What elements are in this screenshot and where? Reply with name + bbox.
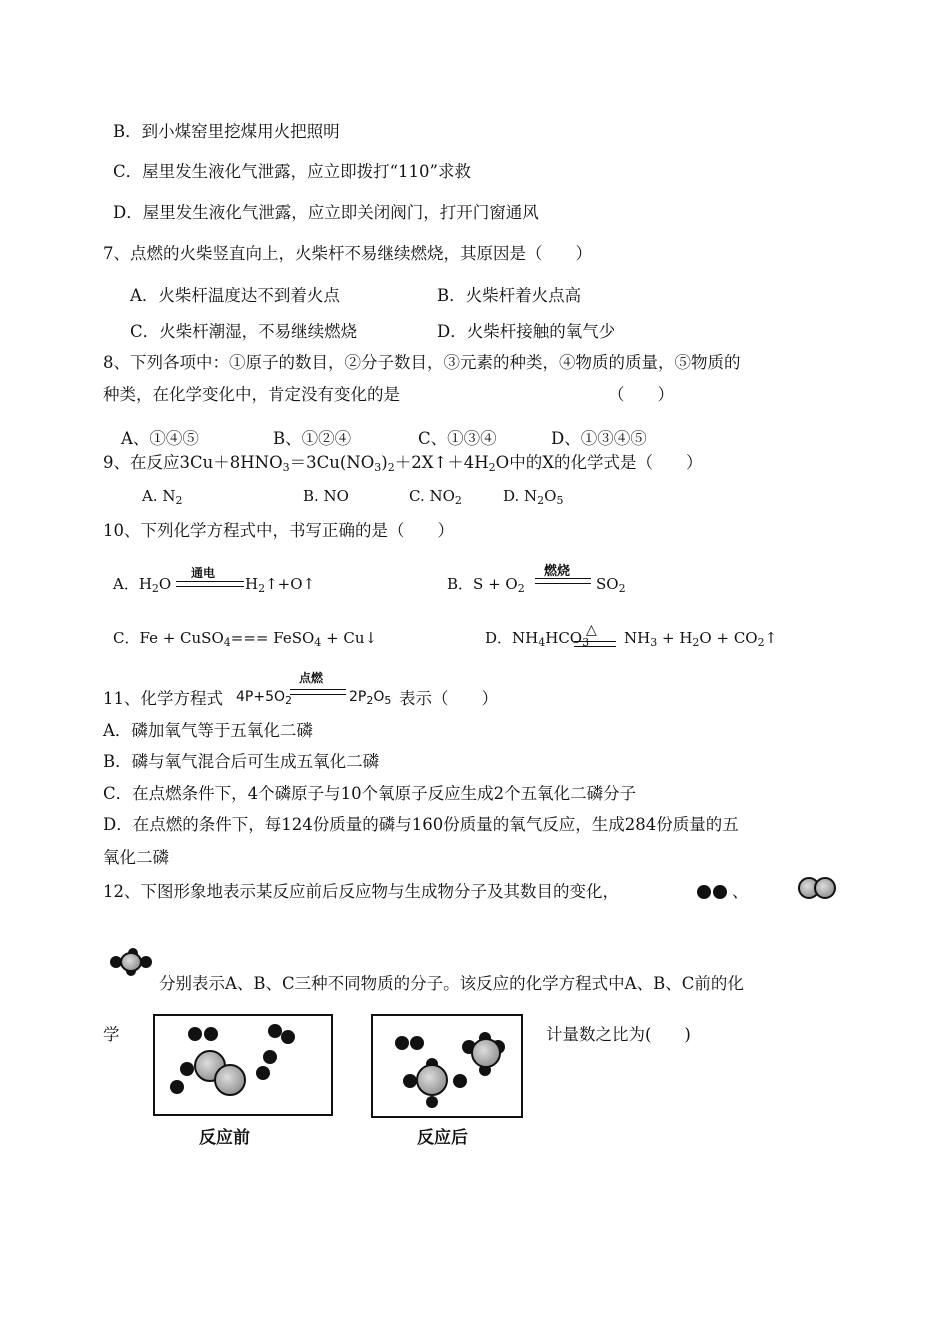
- before-reaction-box: [153, 1014, 333, 1116]
- q8-answer-paren: （ ）: [608, 385, 674, 404]
- q7-stem: 7、点燃的火柴竖直向上，火柴杆不易继续燃烧，其原因是（ ）: [103, 244, 592, 263]
- q10-option-a-left: A．$H_2O$: [113, 575, 172, 595]
- q11-equation-left: $4P+5O_2$: [236, 689, 293, 707]
- q10-option-a-condition: 通电: [191, 566, 216, 580]
- q7-option-c: C．火柴杆潮湿，不易继续燃烧: [130, 322, 358, 341]
- after-reaction-label: 反应后: [417, 1128, 468, 1148]
- q8-option-b: B、①②④: [273, 429, 352, 448]
- q10-stem: 10、下列化学方程式中，书写正确的是（ ）: [103, 521, 454, 540]
- q12-stem-line2: 分别表示A、B、C三种不同物质的分子。该反应的化学方程式中A、B、C前的化: [159, 974, 744, 993]
- q8-option-d: D、①③④⑤: [551, 429, 647, 448]
- molecule-a-icon: [697, 885, 729, 899]
- q10-option-a-right: $H_2↑+O↑$: [245, 575, 316, 595]
- molecule-b-icon: [798, 877, 838, 901]
- q12-separator: 、: [732, 882, 749, 901]
- q10-option-d-left: D．$NH_4HCO_3$: [485, 629, 590, 649]
- q9-option-d: D. $N_2O_5$: [503, 487, 564, 507]
- q11-option-a: A．磷加氧气等于五氧化二磷: [103, 721, 313, 740]
- q12-stem-line3-start: 学: [103, 1025, 120, 1044]
- q10-option-b-condition: 燃烧: [544, 564, 571, 579]
- q12-stem-line3-end: 计量数之比为( ): [546, 1025, 691, 1044]
- q11-option-b: B．磷与氧气混合后可生成五氧化二磷: [103, 752, 380, 771]
- q10-option-d-condition: △: [586, 622, 597, 638]
- q10-option-b-left: B．$S + O_2$: [447, 575, 525, 595]
- q11-stem-suffix: 表示（ ）: [399, 689, 498, 708]
- q10-option-d-right: $NH_3 + H_2O$ + $CO_2↑$: [624, 629, 778, 649]
- q8-stem-line2: 种类，在化学变化中，肯定没有变化的是: [103, 385, 400, 404]
- q11-option-d-line1: D．在点燃的条件下，每124份质量的磷与160份质量的氧气反应，生成284份质量的五: [103, 815, 739, 834]
- q8-option-a: A、①④⑤: [121, 429, 199, 448]
- q9-stem: 9、在反应$3Cu+8HNO_3=3Cu(NO_3)_2+2X↑+4H_2O$中的X的化学式是（ ）: [103, 453, 703, 474]
- q9-option-c: C. $NO_2$: [409, 487, 462, 507]
- q7-option-b: B．火柴杆着火点高: [437, 286, 582, 305]
- q6-option-c: C．屋里发生液化气泄露，应立即拨打“110”求救: [113, 162, 471, 181]
- q11-option-d-line2: 氧化二磷: [103, 848, 169, 867]
- molecule-c-icon: [110, 948, 158, 976]
- q10-option-b-right: $SO_2$: [596, 575, 626, 595]
- after-reaction-box: [371, 1014, 523, 1118]
- q10-option-a-equals: [176, 581, 244, 587]
- q8-option-c: C、①③④: [418, 429, 497, 448]
- q7-option-a: A．火柴杆温度达不到着火点: [130, 286, 340, 305]
- q6-option-d: D．屋里发生液化气泄露，应立即关闭阀门，打开门窗通风: [113, 203, 539, 222]
- q11-stem-prefix: 11、化学方程式: [103, 689, 223, 708]
- q9-option-a: A. $N_2$: [142, 487, 183, 507]
- q11-equation-condition: 点燃: [299, 671, 324, 685]
- q7-option-d: D．火柴杆接触的氧气少: [437, 322, 616, 341]
- q6-option-b: B．到小煤窑里挖煤用火把照明: [113, 122, 340, 141]
- q12-stem-line1: 12、下图形象地表示某反应前后反应物与生成物分子及其数目的变化，: [103, 882, 619, 901]
- q9-option-b: B. NO: [303, 487, 349, 505]
- q11-equation-equals: [290, 689, 346, 695]
- before-reaction-label: 反应前: [199, 1128, 250, 1148]
- q11-option-c: C．在点燃条件下，4个磷原子与10个氧原子反应生成2个五氧化二磷分子: [103, 784, 637, 803]
- q11-equation-right: $2P_2O_5$: [349, 689, 392, 707]
- q10-option-b-equals: [535, 578, 591, 584]
- q10-option-c: C．Fe + CuSO$_4$=== FeSO$_4$ + Cu↓: [113, 629, 378, 649]
- q8-stem-line1: 8、下列各项中：①原子的数目，②分子数目，③元素的种类，④物质的质量，⑤物质的: [103, 353, 741, 372]
- q10-option-d-equals: [574, 641, 616, 647]
